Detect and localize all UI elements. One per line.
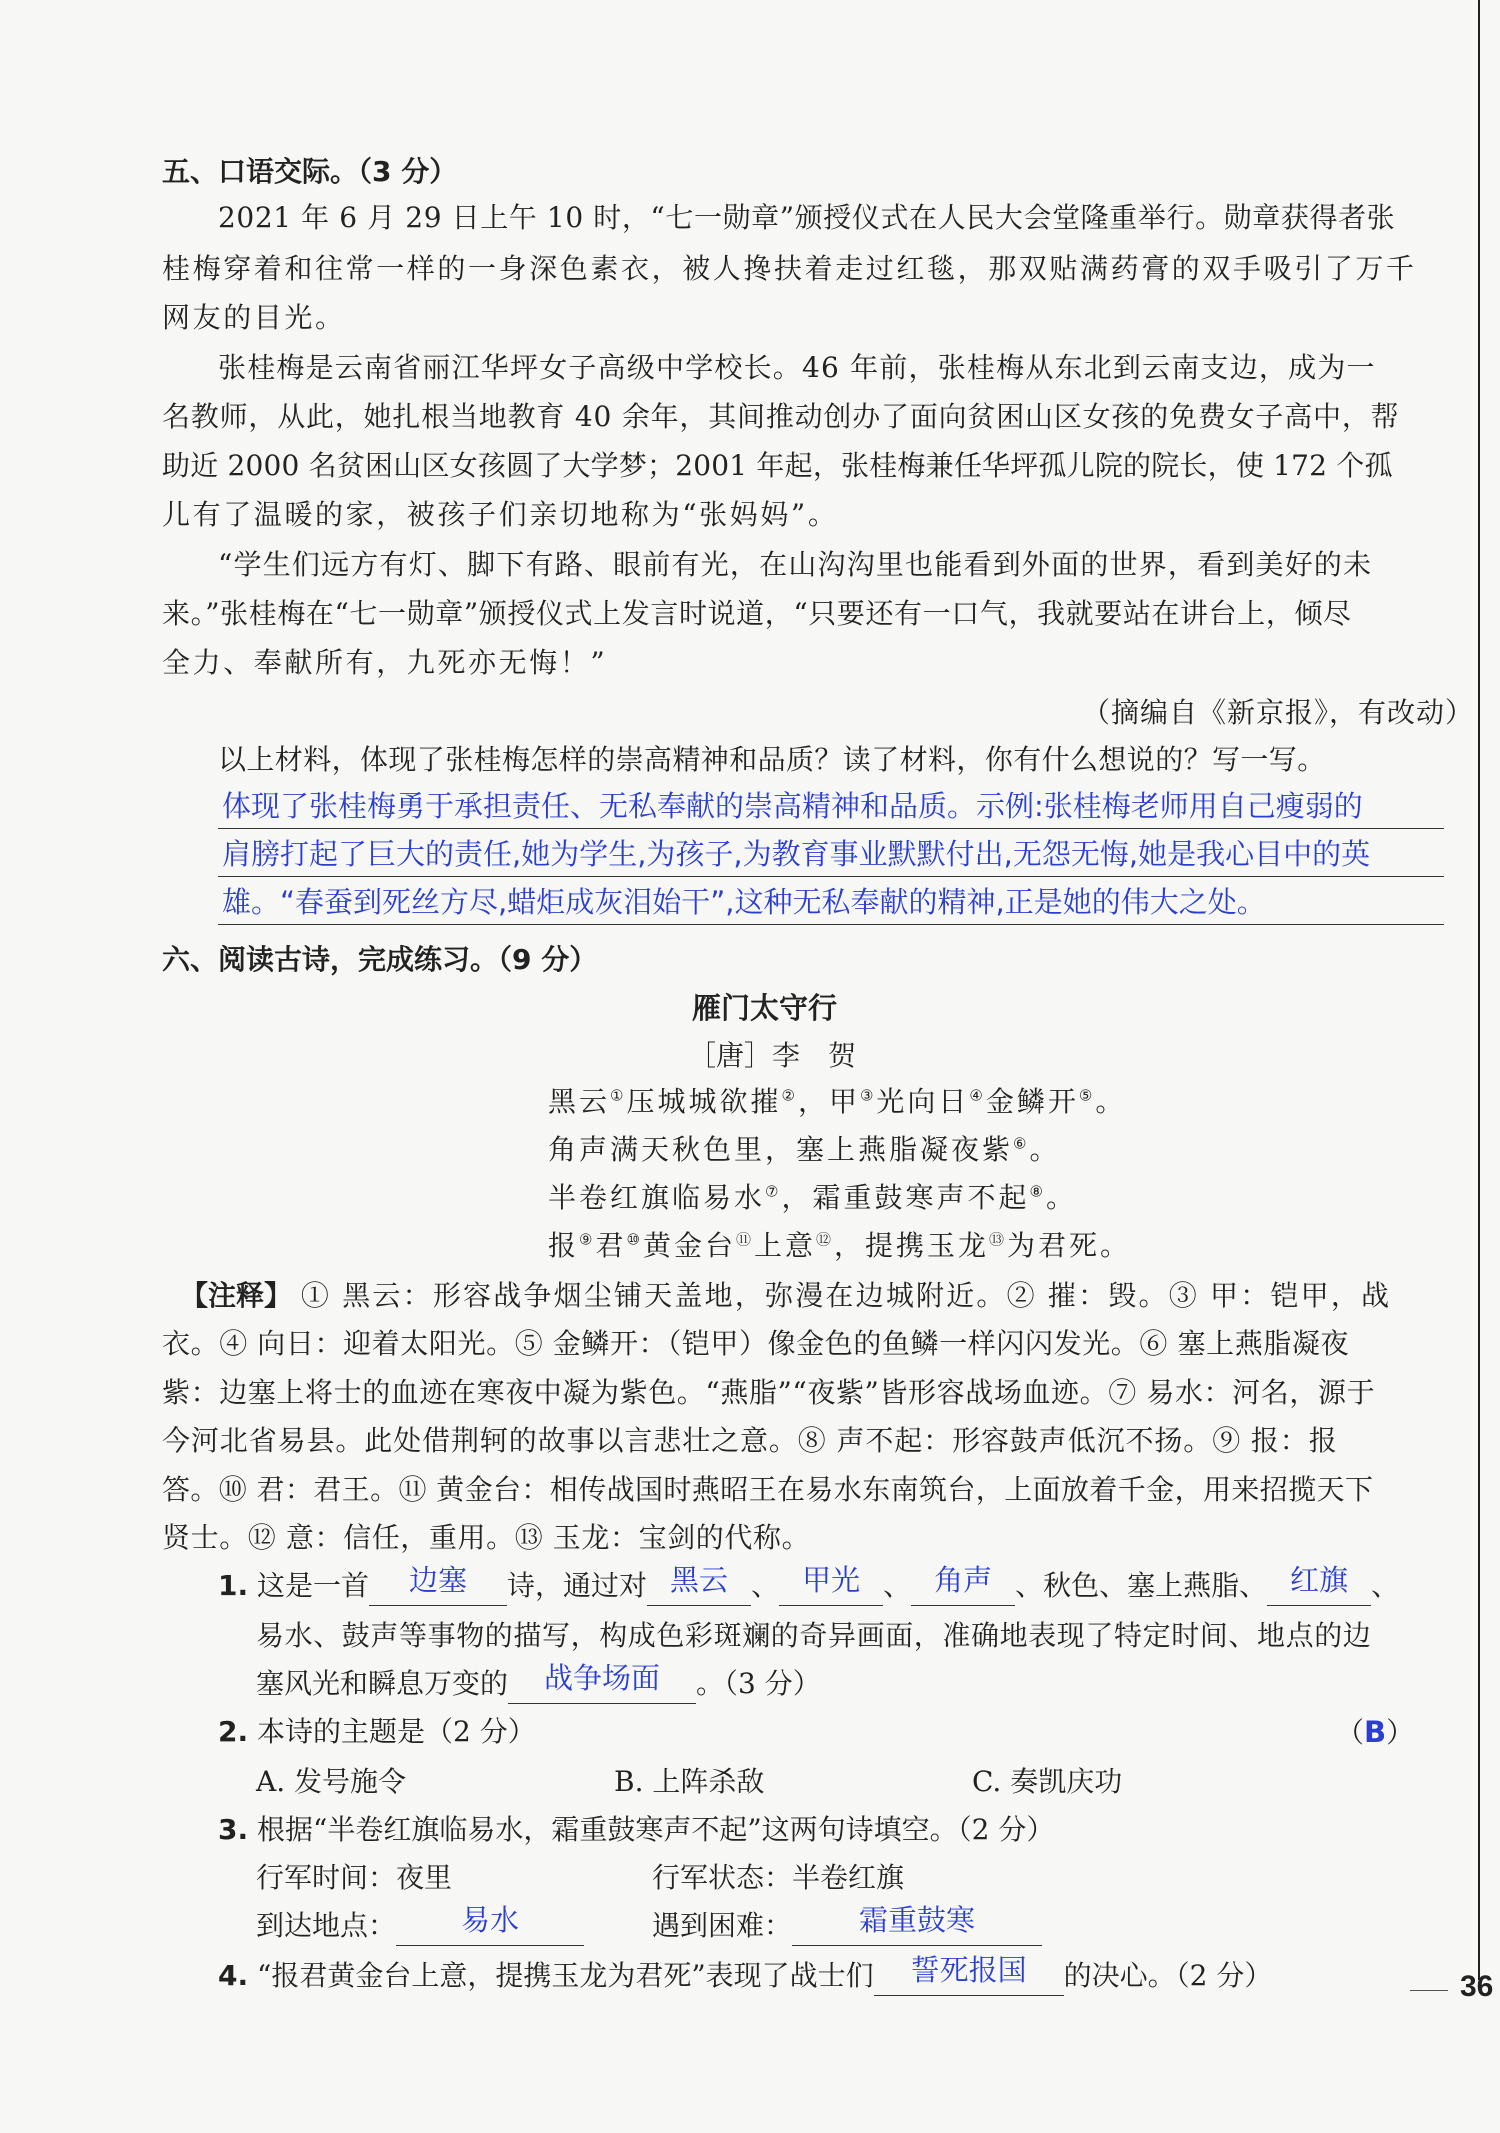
s5-answer-line1: 体现了张桂梅勇于承担责任、无私奉献的崇高精神和品质。示例:张桂梅老师用自己瘦弱的 (222, 789, 1363, 823)
notes-line6: 贤士。⑫ 意：信任，重用。⑬ 玉龙：宝剑的代称。 (162, 1521, 811, 1554)
s5-answer-line3: 雄。“春蚕到死丝方尽,蜡炬成灰泪始干”,这种无私奉献的精神,正是她的伟大之处。 (222, 885, 1266, 919)
answer-rule-3 (218, 924, 1444, 925)
s5-p1-line1: 2021 年 6 月 29 日上午 10 时，“七一勋章”颁授仪式在人民大会堂隆重举行。勋章获得者张 (218, 201, 1396, 234)
q2-option-a: A. 发号施令 (256, 1765, 407, 1798)
q3-state: 行军状态：半卷红旗 (652, 1861, 905, 1894)
q4-blank[interactable]: 誓死报国 (874, 1958, 1064, 1996)
s5-p3-line2: 来。”张桂梅在“七一勋章”颁授仪式上发言时说道，“只要还有一口气，我就要站在讲台上，倾尽 (162, 597, 1352, 630)
poem-title: 雁门太守行 (692, 991, 838, 1025)
q2-answer: B (1364, 1715, 1387, 1749)
page-edge (1478, 0, 1480, 1980)
q2-option-b: B. 上阵杀敌 (614, 1765, 765, 1798)
s5-answer-line2: 肩膀打起了巨大的责任,她为学生,为孩子,为教育事业默默付出,无怨无悔,她是我心目中的英 (222, 837, 1371, 871)
q1-line1: 1. 这是一首 边塞 诗，通过对 黑云 、 甲光 、 角声 、秋色、塞上燕脂、 红旗 、 (218, 1566, 1399, 1606)
q1-blank-3[interactable]: 甲光 (779, 1568, 883, 1606)
section5-heading: 五、口语交际。（3 分） (162, 155, 458, 188)
notes-line3: 紫：边塞上将士的血迹在寒夜中凝为紫色。“燕脂”“夜紫”皆形容战场血迹。⑦ 易水：河名，源于 (162, 1376, 1376, 1409)
q3-place: 到达地点： 易水 (256, 1906, 584, 1946)
s5-p1-line2: 桂梅穿着和往常一样的一身深色素衣，被人搀扶着走过红毯，那双贴满药膏的双手吸引了万千 (162, 252, 1417, 285)
notes-line2: 衣。④ 向日：迎着太阳光。⑤ 金鳞开：（铠甲）像金色的鱼鳞一样闪闪发光。⑥ 塞上燕脂凝夜 (162, 1327, 1350, 1360)
q3-time: 行军时间：夜里 (256, 1861, 453, 1894)
q1-blank-5[interactable]: 红旗 (1267, 1568, 1371, 1606)
q3-line: 3. 根据“半卷红旗临易水，霜重鼓寒声不起”这两句诗填空。（2 分） (218, 1813, 1055, 1846)
q2-option-c: C. 奏凯庆功 (972, 1765, 1123, 1798)
s5-p2-line3: 助近 2000 名贫困山区女孩圆了大学梦；2001 年起，张桂梅兼任华坪孤儿院的院长，使 172 个孤 (162, 449, 1393, 482)
q1-blank-2[interactable]: 黑云 (647, 1568, 751, 1606)
section6-heading: 六、阅读古诗，完成练习。（9 分） (162, 943, 598, 976)
q3-difficulty: 遇到困难： 霜重鼓寒 (652, 1906, 1042, 1946)
q3-place-blank[interactable]: 易水 (396, 1908, 584, 1946)
notes-line4: 今河北省易县。此处借荆轲的故事以言悲壮之意。⑧ 声不起：形容鼓声低沉不扬。⑨ 报：报 (162, 1424, 1338, 1457)
s5-p2-line1: 张桂梅是云南省丽江华坪女子高级中学校长。46 年前，张桂梅从东北到云南支边，成为一 (218, 351, 1376, 384)
q4-line: 4. “报君黄金台上意，提携玉龙为君死”表现了战士们 誓死报国 的决心。（2 分） (218, 1956, 1272, 1996)
q3-difficulty-blank[interactable]: 霜重鼓寒 (792, 1908, 1042, 1946)
notes-label: 【注释】 (180, 1279, 293, 1312)
poem-author: ［唐］李 贺 (688, 1039, 857, 1072)
notes-line5: 答。⑩ 君：君王。⑪ 黄金台：相传战国时燕昭王在易水东南筑台，上面放着千金，用来招揽天下 (162, 1473, 1374, 1506)
q2-line: 2. 本诗的主题是（2 分） (218, 1715, 536, 1748)
s5-p2-line4: 儿有了温暖的家，被孩子们亲切地称为“张妈妈”。 (162, 498, 839, 531)
q1-line3: 塞风光和瞬息万变的 战争场面 。（3 分） (256, 1664, 821, 1704)
q1-line2: 易水、鼓声等事物的描写，构成色彩斑斓的奇异画面，准确地表现了特定时间、地点的边 (256, 1619, 1372, 1652)
s5-source: （摘编自《新京报》，有改动） (1082, 696, 1475, 729)
notes-line1: 【注释】 ① 黑云：形容战争烟尘铺天盖地，弥漫在边城附近。② 摧：毁。③ 甲：铠甲，战 (180, 1279, 1392, 1312)
poem-line-2: 角声满天秋色里，塞上燕脂凝夜紫⑥。 (548, 1133, 1061, 1166)
q1-blank-4[interactable]: 角声 (911, 1568, 1015, 1606)
q2-answer-box[interactable]: （B） (1336, 1715, 1415, 1749)
page-number-dash (1410, 1990, 1448, 1991)
s5-p3-line1: “学生们远方有灯、脚下有路、眼前有光，在山沟沟里也能看到外面的世界，看到美好的未 (218, 548, 1373, 581)
s5-p2-line2: 名教师，从此，她扎根当地教育 40 余年，其间推动创办了面向贫困山区女孩的免费女子高中，帮 (162, 400, 1400, 433)
poem-line-3: 半卷红旗临易水⑦，霜重鼓寒声不起⑧。 (548, 1181, 1077, 1214)
answer-rule-1 (218, 828, 1444, 829)
q1-blank-1[interactable]: 边塞 (369, 1568, 507, 1606)
s5-question: 以上材料，体现了张桂梅怎样的崇高精神和品质？读了材料，你有什么想说的？写一写。 (218, 743, 1326, 776)
s5-p3-line3: 全力、奉献所有，九死亦无悔！” (162, 646, 608, 679)
q1-blank-6[interactable]: 战争场面 (508, 1666, 696, 1704)
poem-line-4: 报⑨君⑩黄金台⑪上意⑫，提携玉龙⑬为君死。 (548, 1229, 1132, 1262)
poem-line-1: 黑云①压城城欲摧②，甲③光向日④金鳞开⑤。 (548, 1085, 1127, 1118)
page-number: 36 (1460, 1970, 1494, 2003)
s5-p1-line3: 网友的目光。 (162, 301, 346, 334)
answer-rule-2 (218, 876, 1444, 877)
